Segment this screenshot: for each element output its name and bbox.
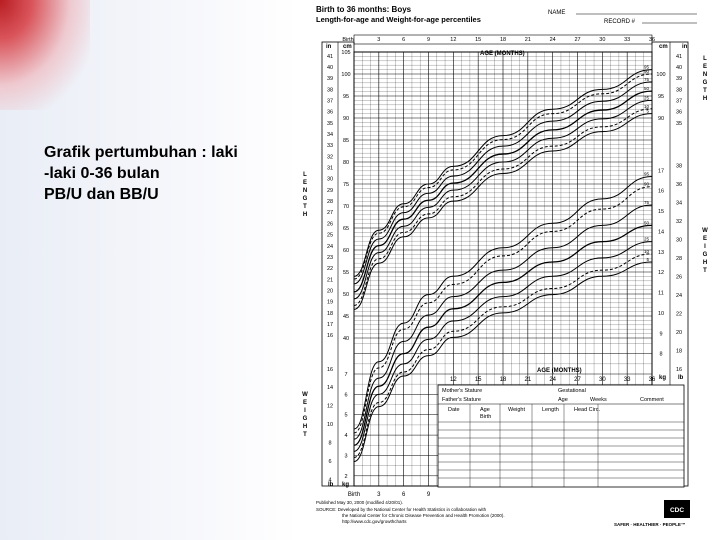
in-tick-left: 38	[326, 87, 334, 94]
age-tick-top: 30	[599, 37, 606, 43]
growth-chart-sheet	[292, 0, 720, 540]
weight-percentile-label: 25	[643, 236, 649, 242]
lb-tick-left: 12	[326, 403, 334, 410]
lb-tick-right: 20	[675, 329, 683, 336]
cm-tick-left: 100	[341, 72, 351, 78]
in-tick-left: 18	[326, 310, 334, 317]
comment-label: Comment	[640, 397, 664, 403]
weight-percentile-label: 75	[643, 199, 649, 205]
gestational-label: Gestational	[558, 388, 586, 394]
age-tick-top: Birth	[342, 37, 354, 43]
cdc-logo	[664, 500, 690, 518]
caption-line-1: Grafik pertumbuhan : laki	[44, 144, 238, 161]
in-tick-left: 35	[326, 120, 334, 127]
cdc-logo-text: CDC	[669, 507, 685, 514]
in-tick-left: 21	[326, 277, 334, 284]
age-tick-top: 12	[450, 37, 457, 43]
record-table	[438, 385, 684, 487]
age-tick-top: 27	[574, 37, 581, 43]
kg-tick-right: 15	[657, 209, 665, 216]
lb-tick-left: 14	[326, 385, 334, 392]
lb-tick-right: 22	[675, 311, 683, 318]
age-tick-top: 18	[499, 37, 507, 43]
kg-tick-left: 6	[344, 392, 348, 399]
in-tick-left: 30	[326, 176, 334, 183]
unit-lb-right: lb	[678, 375, 684, 381]
unit-kg-right: kg	[659, 375, 667, 381]
kg-tick-right: 14	[657, 229, 665, 236]
kg-tick-right: 8	[659, 351, 663, 358]
record-field-label: RECORD #	[604, 19, 636, 25]
age-tick-bottom: 33	[623, 377, 631, 383]
unit-in-left: in	[326, 44, 332, 50]
weight-percentile-label: 5	[646, 257, 649, 262]
age-tick-bottom-left: Birth	[347, 492, 361, 498]
cm-tick-left: 60	[342, 248, 350, 254]
lb-tick-right: 32	[675, 218, 683, 225]
mother-stature-label: Mother's Stature	[442, 388, 483, 394]
weight-percentile-label: 10	[643, 248, 649, 254]
in-tick-left: 33	[326, 143, 334, 150]
footer-source-1: SOURCE: Developed by the National Center for Health Statistics in collaboration with	[316, 507, 487, 512]
name-field-label: NAME	[548, 10, 566, 16]
lb-tick-right: 16	[675, 366, 683, 373]
unit-in-right: in	[682, 44, 688, 50]
lb-tick-left: 4	[328, 477, 332, 484]
in-tick-left: 41	[326, 53, 334, 60]
kg-tick-right: 11	[658, 290, 664, 297]
lb-tick-right: 38	[675, 163, 683, 170]
age-axis-label-bottom: AGE (MONTHS)	[537, 368, 582, 374]
col-age-birth: Birth	[480, 414, 492, 420]
age-tick-top: 3	[377, 37, 381, 43]
kg-tick-left: 5	[344, 412, 348, 419]
in-tick-left: 29	[326, 187, 334, 194]
age-tick-bottom: 27	[574, 377, 581, 383]
gestational-age-label: Age	[558, 397, 568, 403]
cm-tick-left: 75	[342, 182, 350, 188]
in-tick-left: 17	[326, 322, 334, 329]
cm-tick-right: 100	[656, 72, 666, 78]
length-percentile-label: 25	[643, 95, 649, 101]
age-axis-label-top: AGE (MONTHS)	[480, 51, 525, 57]
cm-tick-left: 105	[341, 50, 351, 56]
kg-tick-right: 12	[657, 270, 665, 277]
in-tick-left: 23	[326, 254, 334, 261]
in-tick-left: 36	[326, 109, 334, 116]
lb-tick-left: 6	[328, 459, 332, 466]
age-tick-bottom: 21	[524, 377, 532, 383]
age-tick-top: 6	[402, 37, 406, 43]
length-percentile-label: 10	[643, 103, 649, 109]
col-weight: Weight	[508, 407, 526, 413]
cm-tick-left: 80	[342, 160, 350, 166]
kg-tick-right: 9	[659, 331, 663, 338]
age-tick-bottom: 12	[449, 377, 457, 383]
age-tick-top: 36	[648, 37, 656, 43]
in-tick-left: 28	[326, 199, 334, 206]
lb-tick-right: 28	[675, 255, 683, 262]
lb-tick-left: 16	[326, 366, 334, 373]
age-tick-bottom-left: 6	[401, 492, 406, 498]
age-tick-bottom: 15	[474, 377, 482, 383]
cm-tick-left: 45	[342, 314, 350, 320]
slide-caption	[44, 142, 284, 205]
length-percentile-label: 75	[643, 76, 649, 82]
in-tick-left: 19	[326, 299, 334, 306]
unit-cm-right: cm	[659, 44, 668, 50]
length-side-label-right: L E N G T H	[702, 56, 708, 102]
cm-tick-left: 65	[342, 226, 350, 232]
lb-tick-right: 26	[675, 274, 683, 281]
in-tick-right: 36	[675, 109, 683, 116]
lb-tick-right: 34	[675, 200, 683, 207]
in-tick-left: 24	[326, 243, 334, 250]
footer-source-2: the National Center for Chronic Disease Prevention and Health Promotion (2000).	[342, 513, 505, 518]
age-tick-bottom: 24	[549, 377, 557, 383]
length-percentile-label: 5	[646, 108, 649, 114]
lb-tick-left: 10	[326, 422, 334, 429]
kg-tick-left: 2	[344, 473, 348, 480]
age-tick-top: 9	[426, 37, 431, 43]
in-tick-left: 26	[326, 221, 334, 228]
cm-tick-left: 40	[342, 336, 350, 342]
in-tick-right: 37	[675, 98, 683, 105]
caption-line-3: PB/U dan BB/U	[44, 186, 159, 203]
weeks-label: Weeks	[590, 397, 607, 403]
cm-tick-left: 85	[342, 138, 350, 144]
lb-tick-right: 30	[675, 237, 683, 244]
in-tick-left: 25	[326, 232, 334, 239]
length-percentile-label: 95	[643, 64, 649, 70]
age-tick-bottom-left: 3	[377, 492, 381, 498]
growth-chart	[292, 0, 720, 540]
weight-side-label-right: W E I G H T	[702, 228, 708, 274]
in-tick-right: 35	[675, 120, 683, 127]
footer-tagline: SAFER · HEALTHIER · PEOPLE™	[614, 522, 686, 527]
lb-tick-right: 36	[675, 182, 683, 189]
footer-published: Published May 30, 2000 (modified 4/20/01).	[316, 500, 404, 505]
age-tick-top: 24	[549, 37, 556, 43]
kg-tick-left: 4	[344, 433, 348, 440]
cm-tick-right: 90	[657, 116, 665, 122]
kg-tick-right: 10	[657, 310, 665, 317]
in-tick-right: 40	[675, 64, 683, 71]
caption-line-2: -laki 0-36 bulan	[44, 165, 160, 182]
in-tick-right: 41	[675, 53, 683, 60]
col-length: Length	[542, 407, 559, 413]
cm-tick-left: 90	[342, 116, 350, 122]
weight-percentile-label: 50	[643, 220, 649, 226]
cm-tick-right: 95	[657, 94, 665, 100]
kg-tick-left: 7	[344, 372, 348, 378]
in-tick-left: 40	[326, 64, 334, 71]
in-tick-left: 39	[326, 76, 334, 83]
unit-cm-left: cm	[343, 44, 352, 50]
kg-tick-right: 16	[657, 188, 665, 195]
kg-tick-right: 17	[657, 168, 665, 175]
in-tick-right: 38	[675, 87, 683, 94]
in-tick-right: 39	[675, 76, 683, 83]
slide-corner-decoration	[0, 0, 90, 110]
weight-percentile-label: 90	[643, 181, 649, 187]
in-tick-left: 27	[326, 210, 334, 217]
age-tick-bottom: 30	[598, 377, 606, 383]
in-tick-left: 32	[326, 154, 334, 161]
cm-tick-left: 50	[342, 292, 350, 298]
in-tick-left: 16	[326, 333, 334, 340]
chart-subtitle: Length-for-age and Weight-for-age percentiles	[316, 15, 481, 24]
length-side-label-left: L E N G T H	[302, 172, 308, 218]
lb-tick-right: 24	[675, 292, 683, 299]
length-percentile-label: 90	[643, 69, 649, 74]
lb-tick-left: 8	[328, 440, 332, 447]
unit-kg-left: kg	[342, 482, 350, 488]
age-tick-bottom: 36	[648, 377, 656, 383]
age-tick-bottom-left: 9	[426, 492, 431, 498]
weight-side-label-left: W E I G H T	[302, 392, 308, 438]
cm-tick-left: 70	[342, 204, 350, 210]
in-tick-left: 37	[326, 98, 334, 105]
col-head-circ: Head Circ.	[574, 407, 600, 413]
weight-percentile-label: 95	[643, 171, 649, 177]
in-tick-left: 20	[326, 288, 334, 295]
unit-lb-left: lb	[328, 482, 334, 488]
kg-tick-right: 13	[657, 249, 665, 256]
age-tick-top: 21	[524, 37, 531, 43]
lb-tick-right: 18	[675, 348, 683, 355]
chart-title: Birth to 36 months: Boys	[316, 5, 412, 14]
cm-tick-left: 95	[342, 94, 350, 100]
length-percentile-label: 50	[643, 86, 649, 92]
cm-tick-left: 55	[342, 270, 350, 276]
col-date: Date	[448, 407, 460, 413]
kg-tick-left: 3	[344, 453, 348, 460]
age-tick-bottom: 18	[499, 377, 507, 383]
age-tick-top: 15	[475, 37, 482, 43]
father-stature-label: Father's Stature	[442, 397, 481, 403]
age-tick-top: 33	[624, 37, 631, 43]
col-age: Age	[480, 407, 490, 413]
in-tick-left: 31	[326, 165, 334, 172]
footer-url: http://www.cdc.gov/growthcharts	[342, 519, 407, 524]
in-tick-left: 34	[326, 132, 334, 139]
in-tick-left: 22	[326, 266, 334, 273]
